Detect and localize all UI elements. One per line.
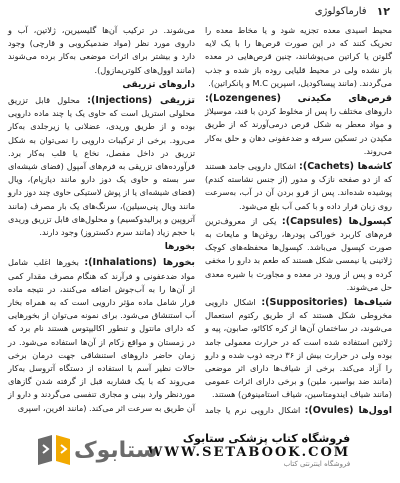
store-logo[interactable]	[50, 430, 350, 470]
term-heading: کپسول‌ها (Capsules):	[281, 215, 393, 227]
term-body: اشکال دارویی جامد هستند که از دو صفحه نازک و مدور (از جنس نشاسته کندم) پوشیده شده‌اند. پس از فرو بردن آن در آب، به‌سرعت روی زبان قرار داده و با کمی آب بلع می‌شود.	[205, 161, 392, 211]
term-heading: بخورها (Inhalations):	[84, 257, 195, 269]
text-columns	[8, 24, 392, 415]
term-body: بخورها اغلب شامل مواد ضدعفونی و فرآرند که هنگام مصرف مقدار کمی از آن‌ها را به آب‌جوش اضافه می‌کنند، در نتیجه ماده فرار شامل ماده مؤثر دارویی است که به همراه بخار آب استنشاق می‌شود. برای نمونه می‌توان از بخورهایی که دارای مانتول و تنطور اکالیپتوس هستند نام برد که در زمستان و مواقع زکام از آن‌ها استفاده می‌شود. در زمان حاضر داروهای استنشاقی جهت درمان برخی حالات نظیر آسم با استفاده از دستگاه آتروسل به‌کار می‌روند که با یک فشاربه قبل از گرفته شدن گازهای موردنظر وارد بینی و مجاری تنفسی می‌گردند و دارو از آن طریق به سرعت اثر می‌کند. (مانند افرین، اسپری	[8, 257, 195, 413]
definition-paragraph	[8, 256, 195, 414]
section-heading: داروهای تزریقی	[122, 79, 195, 90]
store-url[interactable]: WWW.SETABOOK.COM	[147, 445, 351, 460]
footer-banner	[0, 417, 400, 483]
term-body: اشکال دارویی مخروطی شکل هستند که از طریق رکتوم استعمال می‌شوند، در ساختمان آن‌ها از کره کاکائو، صابون، پیه و ژلاتین استفاده شده است که در حرارت معمولی جامد بوده ولی در حرارت بیش از ۳۶ درجه ذوب شده و دارو را آزاد می‌کند. برخی از شیاف‌ها دارای اثر موضعی (مانند ضد بواسیر، ملین) و برخی دارای اثرات عمومی (مانند شیاف ایندومتاسین، شیاف استامینوفن) هستند.	[205, 297, 392, 400]
left-column	[8, 24, 195, 415]
right-column	[205, 24, 392, 415]
store-tagline: فروشگاه اینترنتی کتاب	[283, 460, 351, 468]
definition-paragraph	[205, 160, 392, 213]
book-logo-icon	[34, 433, 74, 467]
term-body: محلول قابل تزریق محلولی استریل است که حاوی یک یا چند ماده دارویی بوده و از طریق وریدی، عضلانی یا زیرجلدی به‌کار می‌رود. برخی از ترکیبات دارویی را نمی‌توان به شکل تزریق در داخل مفصل، نخاع یا قلب به‌کار برد. فرآورده‌های تزریقی به فرم‌های آمپول (فضای شیشه‌ای سر بسته و حاوی یک دوز دارو مانند دیازپام)، ویال (فضای شیشه‌ای یا از پوش لاستیکی حاوی چند دوز دارو مانند ویال پنی‌سیلین)، سرنگ‌های یک بار مصرف (مانند آتروپین و پرالیدوکسیم) و محلول‌های قابل تزریق وریدی با حجم زیاد (مانند سرم دکستروز) وجود دارند.	[8, 95, 195, 238]
definition-paragraph	[205, 296, 392, 402]
term-heading: اوول‌ها (Ovules):	[304, 404, 392, 416]
term-body: یکی از معروف‌ترین فرم‌های کاربرد خوراکی پودرها، روغن‌ها و مایعات به صورت کپسول می‌باشد. کپسول‌ها محفظه‌های کوچک ژلاتینی یا نیمسی شکل هستند که طعم بد دارو را مخفی کرده و پس از ورود در معده و مجاورت با شیره معدی حل می‌شوند.	[205, 215, 392, 292]
term-heading: قرص‌های مکیدنی (Lozengenes):	[205, 93, 392, 105]
store-name: فروشگاه کتاب پزشکی ستابوک	[182, 432, 351, 445]
logo-wordmark: ستابوک	[74, 437, 158, 463]
definition-paragraph	[205, 215, 392, 294]
term-body: داروهای مختلف را پس از مخلوط کردن با قند، موسیلاژ و مواد معطر به شکل قرص درمی‌آورند که از طریق مکیدن در تسکین سرفه و ضدعفونی دهان و حلق به‌کار می‌روند.	[205, 106, 392, 156]
body-paragraph: می‌شوند. در ترکیب آن‌ها گلیسیرین، ژلاتین، آب و داروی مورد نظر (مواد ضدمیکروبی و قارچی) وجود دارد و بیشتر برای اثرات موضعی به‌کار برده می‌شوند (مانند اوول‌های کلوتریمازول).	[8, 25, 195, 75]
definition-paragraph	[8, 94, 195, 239]
definition-paragraph	[205, 92, 392, 158]
section-heading: بخورها	[164, 242, 195, 253]
term-body: اشکال دارویی نرم یا جامد	[205, 404, 301, 415]
page-number: ۱۲	[376, 4, 390, 18]
term-heading: شیاف‌ها (Suppositories):	[261, 297, 392, 309]
store-info	[148, 432, 350, 468]
running-title: فارماکولوژی	[314, 5, 367, 17]
page-header	[0, 0, 400, 22]
term-heading: کاشه‌ها (Cachets):	[299, 161, 392, 173]
body-paragraph: محیط اسیدی معده تجزیه شود و یا مخاط معده را تحریک کنند که در این صورت قرص‌ها را با یک لایه گلوتن یا کراتین می‌پوشانند، چنین قرص‌هایی در معده باز نشده ولی در محیط قلیایی روده باز شده و جذب می‌گردند. (مانند پیساکودیل، اسپرین M.C و پانکراتین).	[205, 25, 392, 88]
logo-badge	[50, 430, 158, 470]
term-heading: تزریقی (Injections):	[87, 95, 195, 107]
